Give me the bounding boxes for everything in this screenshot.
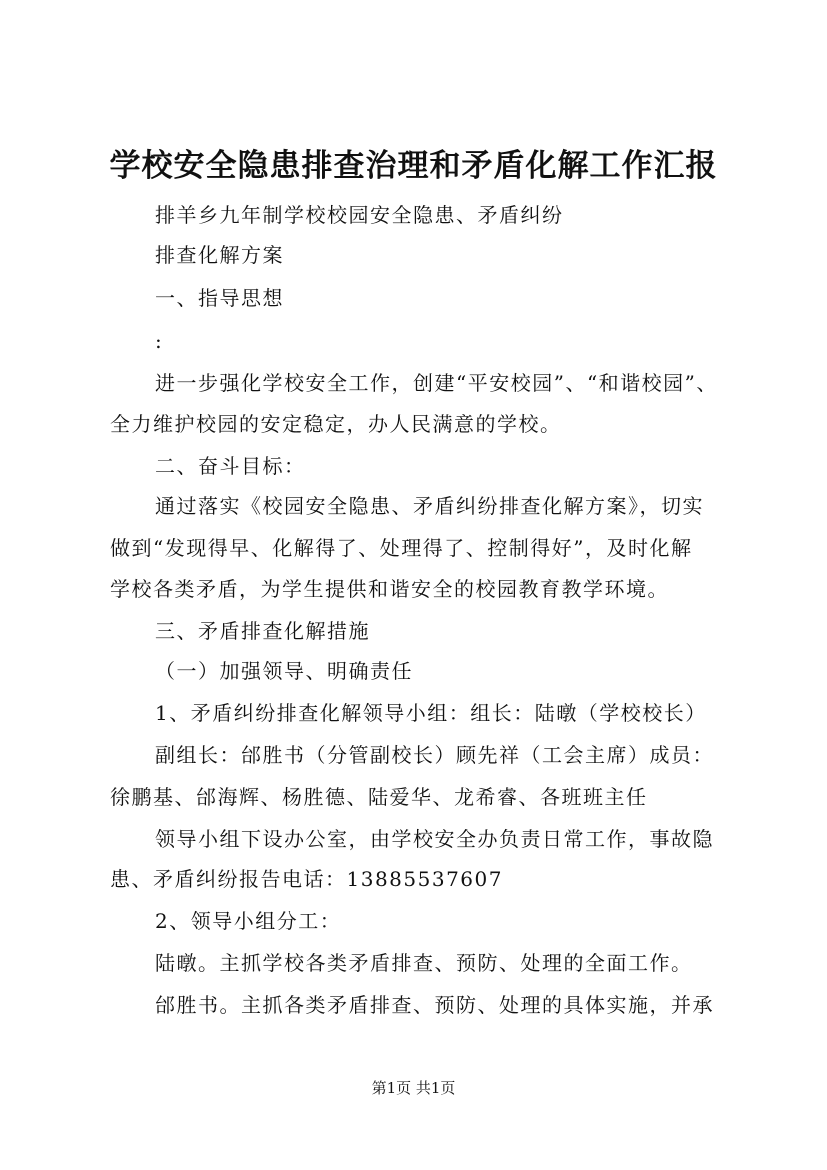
text-line: 徐鹏基、邰海辉、杨胜德、陆爱华、龙希睿、各班班主任	[110, 785, 648, 809]
section-heading: 二、奋斗目标：	[155, 454, 306, 478]
text-line: 通过落实《校园安全隐患、矛盾纠纷排查化解方案》，切实	[155, 494, 704, 518]
text-line: 进一步强化学校安全工作，创建“平安校园”、“和谐校园”、	[155, 371, 718, 395]
section-heading: 三、矛盾排查化解措施	[155, 619, 370, 643]
section-heading: 一、指导思想	[155, 286, 284, 310]
text-line: 邰胜书。主抓各类矛盾排查、预防、处理的具体实施，并承	[155, 993, 714, 1017]
text-line: 学校各类矛盾，为学生提供和谐安全的校园教育教学环境。	[110, 577, 669, 601]
text-line: 排羊乡九年制学校校园安全隐患、矛盾纠纷	[155, 203, 564, 227]
document-title: 学校安全隐患排查治理和矛盾化解工作汇报	[109, 148, 718, 184]
page-footer: 第1页 共1页	[371, 1079, 456, 1097]
text-line: 领导小组下设办公室，由学校安全办负责日常工作，事故隐	[155, 827, 714, 851]
subsection-heading: （一）加强领导、明确责任	[155, 659, 413, 683]
text-line: 患、矛盾纠纷报告电话：13885537607	[110, 867, 503, 891]
text-line: 2、领导小组分工：	[155, 909, 342, 933]
text-line: 做到“发现得早、化解得了、处理得了、控制得好”，及时化解	[110, 536, 693, 560]
text-line: 1、矛盾纠纷排查化解领导小组：组长：陆暾（学校校长）	[155, 701, 707, 725]
text-line: :	[155, 329, 164, 353]
text-line: 陆暾。主抓学校各类矛盾排查、预防、处理的全面工作。	[155, 951, 693, 975]
text-line: 全力维护校园的安定稳定，办人民满意的学校。	[110, 412, 562, 436]
text-line: 副组长：邰胜书（分管副校长）顾先祥（工会主席）成员：	[155, 743, 714, 767]
text-line: 排查化解方案	[155, 243, 284, 267]
